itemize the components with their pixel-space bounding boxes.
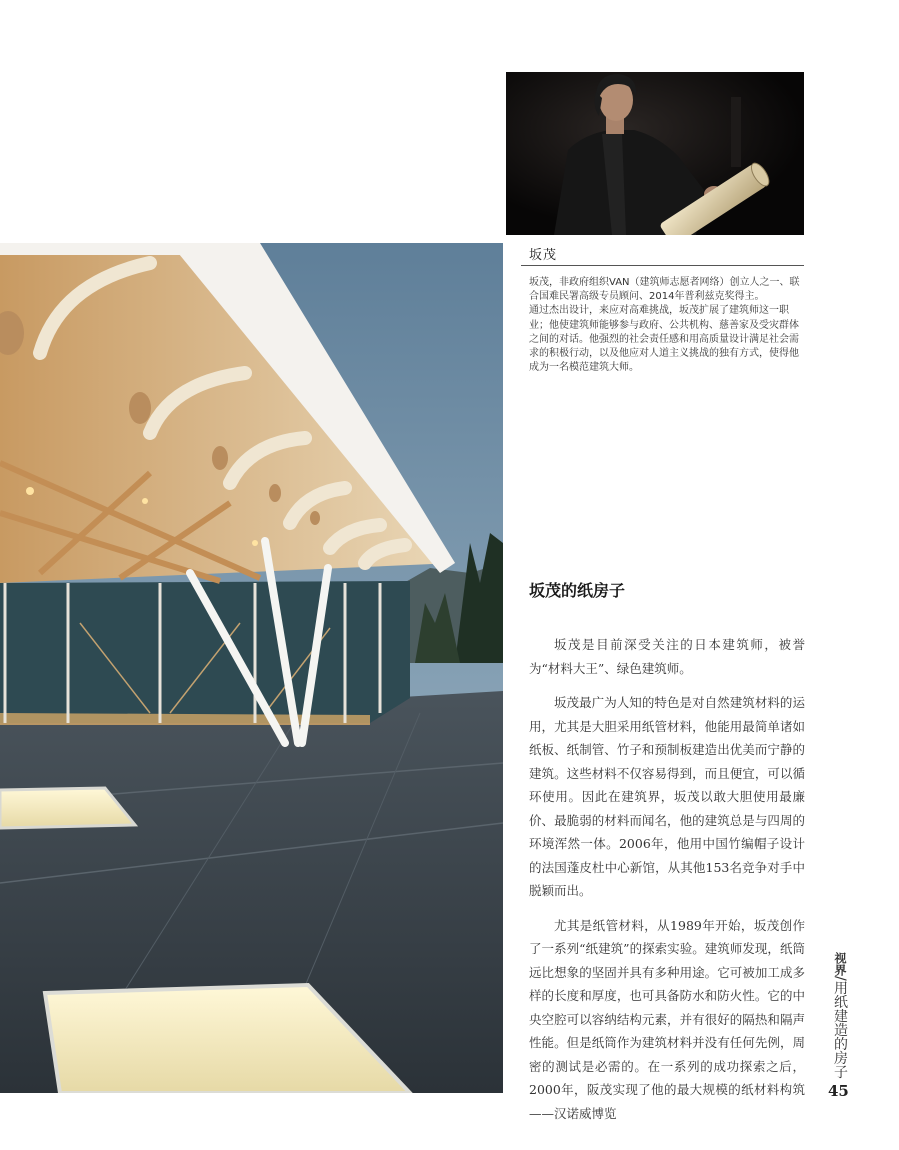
section-sidebar-label [828,952,850,1079]
photo-caption-name: 坂茂 [529,248,558,263]
article-title: 坂茂的纸房子 [529,581,626,600]
page-number: 45 [828,1082,849,1100]
section-article-title: 用纸建造的房子 [832,980,848,1079]
article-paragraph: 尤其是纸管材料，从1989年开始，坂茂创作了一系列“纸建筑”的探索实验。建筑师发现，纸筒远比想象的坚固并具有多种用途。它可被加工成多样的长度和厚度，也可具备防水和防火性。它的中央空腔可以容纳结构元素，并有很好的隔热和隔声性能。但是纸筒作为建筑材料并没有任何先例，周密的测试是必需的。在一系列的成功探索之后，2000年，阪茂实现了他的最大规模的纸材料构筑——汉诺威博览 [529,917,805,1121]
caption-divider [521,265,804,266]
architect-bio [529,276,807,375]
section-name: 视界 [833,952,847,976]
article-paragraph: 坂茂是目前深受关注的日本建筑师，被誉为“材料大王”、绿色建筑师。 [529,637,805,676]
bio-paragraph: 通过杰出设计，来应对高难挑战，坂茂扩展了建筑师这一职业；他使建筑师能够参与政府、公共机构、慈善家及受灾群体之间的对话。他强烈的社会责任感和用高质量设计满足社会需求的积极行动，以及他应对人道主义挑战的独有方式，使得他成为一名模范建筑大师。 [529,305,799,374]
bio-paragraph: 坂茂，非政府组织VAN（建筑师志愿者网络）创立人之一、联合国难民署高级专员顾问、2014年普利兹克奖得主。 [529,277,800,303]
architect-portrait-photo [506,72,804,235]
section-divider: / [832,976,848,981]
article-body [529,633,805,1136]
building-photo [0,243,503,1093]
article-paragraph: 坂茂最广为人知的特色是对自然建筑材料的运用，尤其是大胆采用纸管材料，他能用最简单诸如纸板、纸制管、竹子和预制板建造出优美而宁静的建筑。这些材料不仅容易得到，而且便宜，可以循环使用。因此在建筑界，坂茂以敢大胆使用最廉价、最脆弱的材料而闻名，他的建筑总是与四周的环境浑然一体。2006年，他用中国竹编帽子设计的法国蓬皮杜中心新馆，从其他153名竞争对手中脱颖而出。 [529,695,805,898]
